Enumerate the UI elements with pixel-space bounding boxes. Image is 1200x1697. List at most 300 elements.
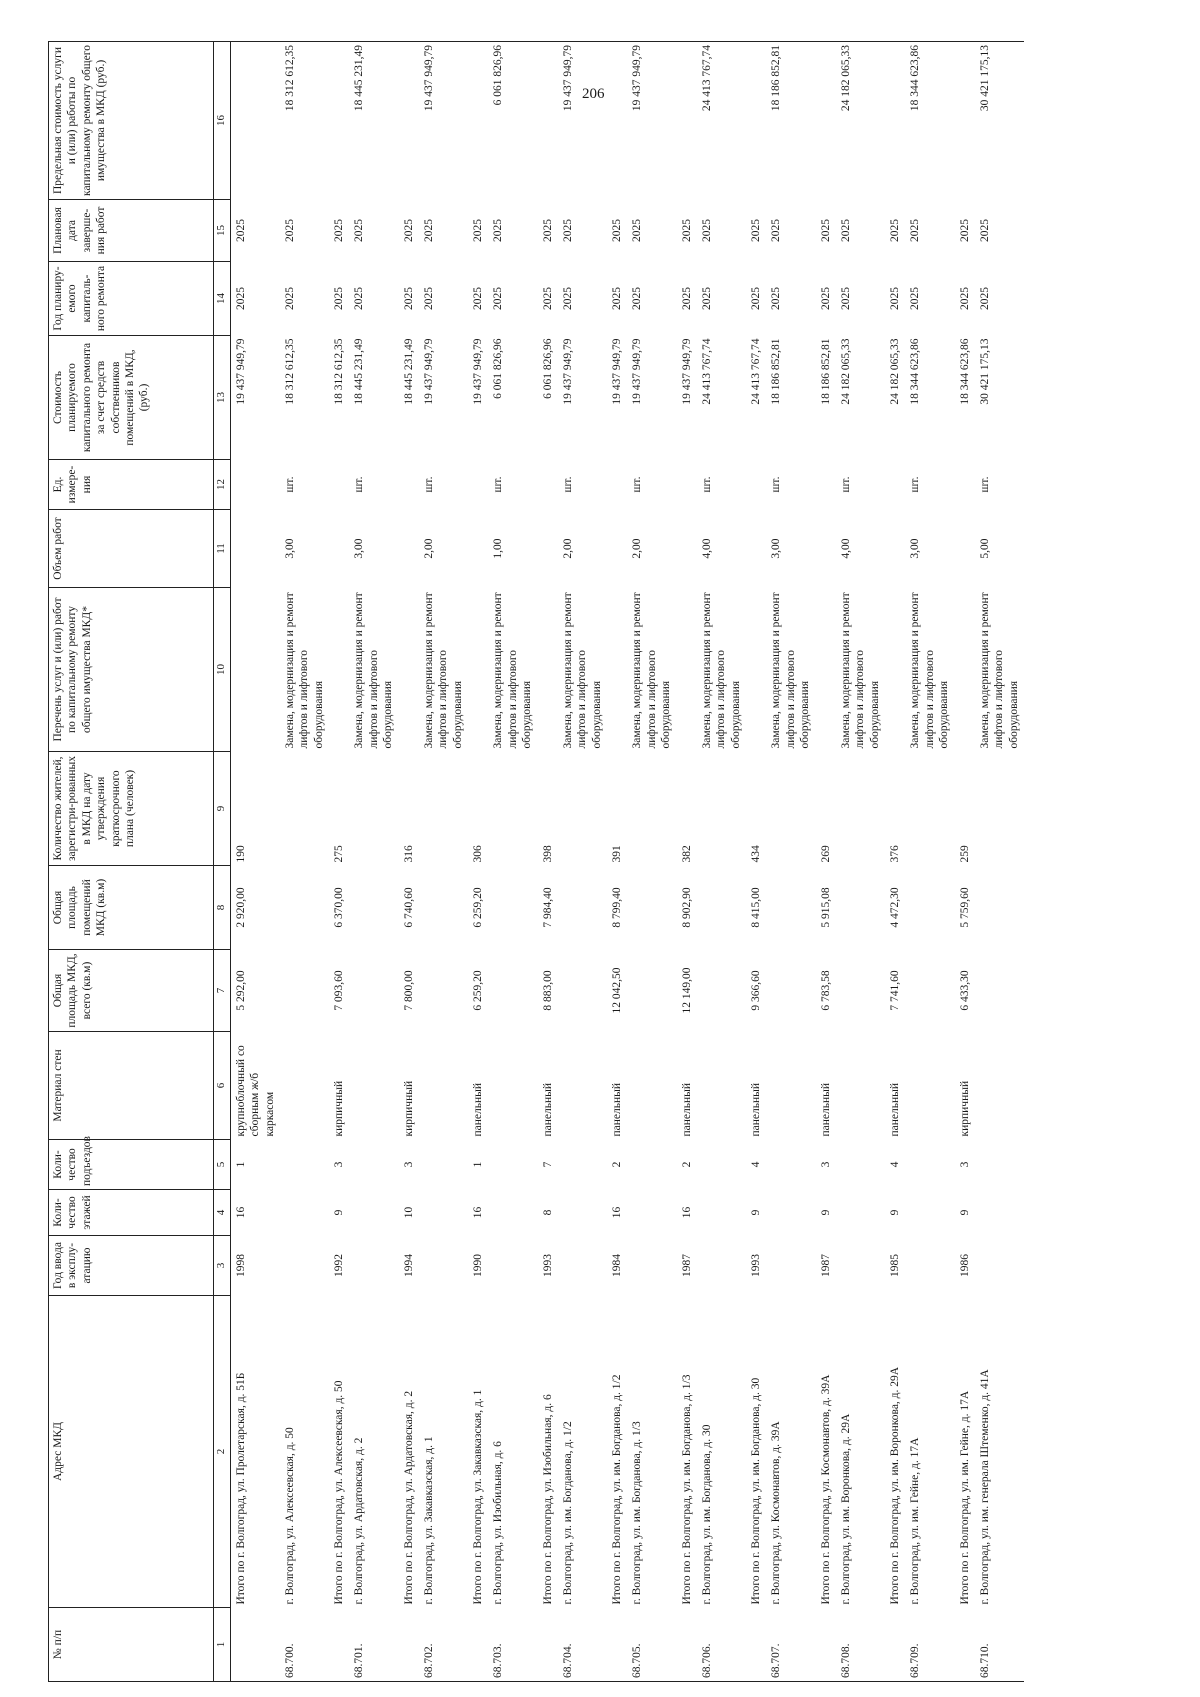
repair-cost: 19 437 949,79 xyxy=(631,338,644,405)
column-header: Стоимость планируемого капитального ремонта за счет средств собственников помещений в МКД, (руб.) xyxy=(49,336,214,460)
works-list: Замена, модернизация и ремонт лифтов и лифтового оборудования xyxy=(631,592,673,749)
address: Итого по г. Волгоград, ул. им. Гейне, д. 17А xyxy=(958,1390,971,1605)
planned-year: 2025 xyxy=(839,287,852,310)
cost-limit: 18 312 612,35 xyxy=(280,42,329,200)
work-row xyxy=(836,42,885,1682)
row-number xyxy=(816,1608,836,1682)
entrance-count xyxy=(627,1140,676,1190)
resident-count xyxy=(836,752,885,866)
premises-area: 7 984,40 xyxy=(541,887,554,928)
resident-count xyxy=(349,752,398,866)
repair-cost: 19 437 949,79 xyxy=(234,338,247,405)
completion-date: 2025 xyxy=(492,219,505,242)
repair-cost: 24 413 767,74 xyxy=(700,338,713,405)
completion-date: 2025 xyxy=(631,219,644,242)
column-number: 8 xyxy=(214,866,231,950)
entrance-count xyxy=(975,1140,1024,1190)
works-list: Замена, модернизация и ремонт лифтов и лифтового оборудования xyxy=(422,592,464,749)
planned-year: 2025 xyxy=(909,287,922,310)
column-header: Ед. измере-ния xyxy=(49,460,214,510)
address: г. Волгоград, ул. Космонавтов, д. 39А xyxy=(770,1421,783,1605)
total-area: 12 149,00 xyxy=(680,967,693,1014)
resident-count xyxy=(488,752,537,866)
completion-date: 2025 xyxy=(909,219,922,242)
unit: шт. xyxy=(700,476,713,493)
work-row xyxy=(975,42,1024,1682)
address: г. Волгоград, ул. им. Богданова, д. 30 xyxy=(700,1424,713,1605)
resident-count: 376 xyxy=(889,845,901,863)
repair-cost: 18 312 612,35 xyxy=(283,338,296,405)
total-row xyxy=(468,42,488,1682)
cost-limit: 18 445 231,49 xyxy=(349,42,398,200)
works-list xyxy=(677,588,697,752)
repair-cost: 24 182 065,33 xyxy=(889,338,901,405)
unit xyxy=(230,460,280,510)
resident-count: 190 xyxy=(234,845,247,863)
floor-count xyxy=(627,1190,676,1236)
floor-count: 9 xyxy=(889,1209,901,1216)
floor-count xyxy=(836,1190,885,1236)
repair-cost: 24 413 767,74 xyxy=(750,338,762,405)
commission-year xyxy=(558,1236,607,1296)
cost-limit xyxy=(885,42,905,200)
works-list: Замена, модернизация и ремонт лифтов и лифтового оборудования xyxy=(978,592,1020,749)
planned-year: 2025 xyxy=(492,287,505,310)
column-number: 11 xyxy=(214,510,231,588)
entrance-count xyxy=(419,1140,468,1190)
repair-cost: 19 437 949,79 xyxy=(422,338,435,405)
works-list xyxy=(538,588,558,752)
planned-year: 2025 xyxy=(283,287,296,310)
premises-area: 6 740,60 xyxy=(402,887,415,928)
row-number xyxy=(230,1608,280,1682)
total-row xyxy=(399,42,419,1682)
premises-area xyxy=(419,866,468,950)
commission-year: 1992 xyxy=(333,1254,345,1277)
entrance-count: 2 xyxy=(680,1161,693,1168)
work-volume: 3,00 xyxy=(909,538,922,559)
total-area xyxy=(558,950,607,1032)
unit xyxy=(607,460,627,510)
wall-material: панельный xyxy=(611,1082,623,1137)
column-number: 5 xyxy=(214,1140,231,1190)
total-row xyxy=(230,42,280,1682)
unit xyxy=(399,460,419,510)
work-row xyxy=(558,42,607,1682)
work-volume xyxy=(746,510,766,588)
resident-count xyxy=(280,752,329,866)
row-number: 68.708. xyxy=(836,1608,885,1682)
resident-count: 275 xyxy=(333,845,345,863)
column-header: Плановая дата заверше-ния работ xyxy=(49,200,214,262)
work-volume xyxy=(399,510,419,588)
commission-year xyxy=(419,1236,468,1296)
unit: шт. xyxy=(353,476,366,493)
completion-date: 2025 xyxy=(978,219,991,242)
commission-year xyxy=(280,1236,329,1296)
row-number: 68.702. xyxy=(419,1608,468,1682)
floor-count xyxy=(419,1190,468,1236)
completion-date: 2025 xyxy=(283,219,296,242)
resident-count: 382 xyxy=(680,845,693,863)
column-number: 4 xyxy=(214,1190,231,1236)
work-volume: 2,00 xyxy=(561,538,574,559)
cost-limit xyxy=(955,42,975,200)
commission-year: 1998 xyxy=(234,1254,247,1277)
wall-material xyxy=(419,1032,468,1140)
premises-area xyxy=(697,866,746,950)
column-number: 7 xyxy=(214,950,231,1032)
work-row xyxy=(419,42,468,1682)
column-header: № п/п xyxy=(49,1608,214,1682)
resident-count xyxy=(975,752,1024,866)
premises-area xyxy=(280,866,329,950)
cost-limit: 18 344 623,86 xyxy=(905,42,954,200)
address: Итого по г. Волгоград, ул. им. Воронкова, д. 29А xyxy=(889,1366,901,1605)
commission-year: 1987 xyxy=(819,1254,832,1277)
wall-material: панельный xyxy=(750,1082,762,1137)
floor-count xyxy=(766,1190,815,1236)
unit xyxy=(885,460,905,510)
repair-cost: 18 186 852,81 xyxy=(770,338,783,405)
column-number: 15 xyxy=(214,200,231,262)
repair-cost: 19 437 949,79 xyxy=(561,338,574,405)
total-row xyxy=(538,42,558,1682)
works-list xyxy=(399,588,419,752)
floor-count xyxy=(349,1190,398,1236)
floor-count: 16 xyxy=(472,1206,484,1219)
entrance-count: 1 xyxy=(234,1161,247,1168)
address: г. Волгоград, ул. Изобильная, д. 6 xyxy=(492,1441,505,1605)
total-row xyxy=(677,42,697,1682)
commission-year: 1994 xyxy=(402,1254,415,1277)
work-volume xyxy=(230,510,280,588)
resident-count xyxy=(627,752,676,866)
address: Итого по г. Волгоград, ул. Пролетарская, д. 51Б xyxy=(234,1372,247,1605)
premises-area: 6 370,00 xyxy=(333,887,345,928)
completion-date: 2025 xyxy=(611,219,623,242)
floor-count: 9 xyxy=(958,1209,971,1216)
works-list: Замена, модернизация и ремонт лифтов и лифтового оборудования xyxy=(492,592,534,749)
column-number: 10 xyxy=(214,588,231,752)
row-number: 68.706. xyxy=(697,1608,746,1682)
premises-area: 8 799,40 xyxy=(611,887,623,928)
entrance-count: 4 xyxy=(889,1161,901,1168)
address: Итого по г. Волгоград, ул. им. Богданова, д. 1/3 xyxy=(680,1374,693,1605)
unit xyxy=(538,460,558,510)
commission-year xyxy=(836,1236,885,1296)
total-area: 7 093,60 xyxy=(333,970,345,1011)
cost-limit: 18 186 852,81 xyxy=(766,42,815,200)
total-row xyxy=(955,42,975,1682)
planned-year: 2025 xyxy=(333,287,345,310)
premises-area xyxy=(349,866,398,950)
address: г. Волгоград, ул. им. Воронкова, д. 29А xyxy=(839,1413,852,1605)
work-volume: 4,00 xyxy=(839,538,852,559)
header-row xyxy=(49,42,214,1682)
row-number: 68.704. xyxy=(558,1608,607,1682)
unit: шт. xyxy=(631,476,644,493)
premises-area xyxy=(905,866,954,950)
work-row xyxy=(766,42,815,1682)
row-number xyxy=(329,1608,349,1682)
floor-count xyxy=(905,1190,954,1236)
work-volume xyxy=(677,510,697,588)
entrance-count xyxy=(766,1140,815,1190)
work-volume: 5,00 xyxy=(978,538,991,559)
works-list xyxy=(468,588,488,752)
planned-year: 2025 xyxy=(750,287,762,310)
resident-count xyxy=(905,752,954,866)
wall-material xyxy=(766,1032,815,1140)
cost-limit xyxy=(746,42,766,200)
premises-area xyxy=(975,866,1024,950)
wall-material: крупноблочный со сборным ж/б каркасом xyxy=(234,1045,276,1137)
commission-year: 1990 xyxy=(472,1254,484,1277)
address: г. Волгоград, ул. им. Гейне, д. 17А xyxy=(909,1437,922,1605)
repair-cost: 19 437 949,79 xyxy=(611,338,623,405)
unit: шт. xyxy=(283,476,296,493)
repair-cost: 6 061 826,96 xyxy=(541,338,554,399)
column-header: Адрес МКД xyxy=(49,1296,214,1608)
planned-year: 2025 xyxy=(234,287,247,310)
resident-count: 306 xyxy=(472,845,484,863)
column-header: Общая площадь МКД, всего (кв.м) xyxy=(49,950,214,1032)
address: г. Волгоград, ул. Закавказская, д. 1 xyxy=(422,1436,435,1605)
cost-limit: 19 437 949,79 xyxy=(419,42,468,200)
row-number: 68.705. xyxy=(627,1608,676,1682)
row-number: 68.700. xyxy=(280,1608,329,1682)
planned-year: 2025 xyxy=(819,287,832,310)
resident-count: 391 xyxy=(611,845,623,863)
completion-date: 2025 xyxy=(770,219,783,242)
wall-material: панельный xyxy=(472,1082,484,1137)
entrance-count xyxy=(558,1140,607,1190)
entrance-count: 7 xyxy=(541,1161,554,1168)
unit: шт. xyxy=(978,476,991,493)
premises-area xyxy=(766,866,815,950)
column-number: 3 xyxy=(214,1236,231,1296)
cost-limit xyxy=(329,42,349,200)
total-area: 12 042,50 xyxy=(611,967,623,1014)
address: г. Волгоград, ул. им. Богданова, д. 1/3 xyxy=(631,1421,644,1605)
cost-limit: 24 182 065,33 xyxy=(836,42,885,200)
address: г. Волгоград, ул. Алексеевская, д. 50 xyxy=(283,1427,296,1605)
floor-count: 9 xyxy=(750,1209,762,1216)
cost-limit: 19 437 949,79 xyxy=(627,42,676,200)
unit: шт. xyxy=(839,476,852,493)
entrance-count: 4 xyxy=(750,1161,762,1168)
repair-cost: 18 344 623,86 xyxy=(958,338,971,405)
floor-count: 16 xyxy=(611,1206,623,1219)
completion-date: 2025 xyxy=(700,219,713,242)
commission-year xyxy=(488,1236,537,1296)
column-header: Год ввода в эксплу-атацию xyxy=(49,1236,214,1296)
total-area xyxy=(975,950,1024,1032)
column-header: Коли-чество подъездов xyxy=(49,1140,214,1190)
planned-year: 2025 xyxy=(353,287,366,310)
row-number xyxy=(885,1608,905,1682)
column-header: Общая площадь помещений МКД (кв.м) xyxy=(49,866,214,950)
row-number xyxy=(399,1608,419,1682)
resident-count xyxy=(558,752,607,866)
row-number xyxy=(607,1608,627,1682)
entrance-count xyxy=(905,1140,954,1190)
wall-material: панельный xyxy=(541,1082,554,1137)
premises-area: 6 259,20 xyxy=(472,887,484,928)
entrance-count: 3 xyxy=(333,1161,345,1168)
floor-count xyxy=(975,1190,1024,1236)
floor-count: 8 xyxy=(541,1209,554,1216)
work-row xyxy=(627,42,676,1682)
planned-year: 2025 xyxy=(611,287,623,310)
column-number-row xyxy=(214,42,231,1682)
cost-limit xyxy=(816,42,836,200)
premises-area xyxy=(558,866,607,950)
total-area: 6 259,20 xyxy=(472,970,484,1011)
wall-material xyxy=(280,1032,329,1140)
work-volume: 3,00 xyxy=(353,538,366,559)
completion-date: 2025 xyxy=(680,219,693,242)
cost-limit xyxy=(399,42,419,200)
wall-material xyxy=(905,1032,954,1140)
address: г. Волгоград, ул. Ардатовская, д. 2 xyxy=(353,1437,366,1605)
row-number xyxy=(677,1608,697,1682)
repair-cost: 18 312 612,35 xyxy=(333,338,345,405)
work-volume xyxy=(607,510,627,588)
entrance-count xyxy=(836,1140,885,1190)
commission-year xyxy=(905,1236,954,1296)
wall-material xyxy=(836,1032,885,1140)
total-area xyxy=(419,950,468,1032)
resident-count: 259 xyxy=(958,845,971,863)
work-volume xyxy=(329,510,349,588)
commission-year: 1986 xyxy=(958,1254,971,1277)
row-number: 68.701. xyxy=(349,1608,398,1682)
planned-year: 2025 xyxy=(541,287,554,310)
column-header: Предельная стоимость услуги и (или) работы по капитальному ремонту общего имущества в МКД (руб.) xyxy=(49,42,214,200)
premises-area xyxy=(836,866,885,950)
cost-limit xyxy=(230,42,280,200)
wall-material: кирпичный xyxy=(958,1080,971,1137)
completion-date: 2025 xyxy=(234,219,247,242)
column-header: Объем работ xyxy=(49,510,214,588)
unit xyxy=(746,460,766,510)
entrance-count: 3 xyxy=(402,1161,415,1168)
floor-count: 9 xyxy=(819,1209,832,1216)
resident-count xyxy=(766,752,815,866)
floor-count: 9 xyxy=(333,1209,345,1216)
column-header: Год планиру-емого капиталь-ного ремонта xyxy=(49,262,214,336)
entrance-count xyxy=(488,1140,537,1190)
entrance-count xyxy=(280,1140,329,1190)
row-number xyxy=(746,1608,766,1682)
wall-material: кирпичный xyxy=(333,1080,345,1137)
work-volume xyxy=(816,510,836,588)
completion-date: 2025 xyxy=(333,219,345,242)
premises-area: 8 415,00 xyxy=(750,887,762,928)
entrance-count xyxy=(349,1140,398,1190)
total-area xyxy=(349,950,398,1032)
unit: шт. xyxy=(561,476,574,493)
floor-count xyxy=(280,1190,329,1236)
cost-limit: 24 413 767,74 xyxy=(697,42,746,200)
repair-cost: 18 445 231,49 xyxy=(353,338,366,405)
planned-year: 2025 xyxy=(958,287,971,310)
works-list: Замена, модернизация и ремонт лифтов и лифтового оборудования xyxy=(353,592,395,749)
completion-date: 2025 xyxy=(889,219,901,242)
premises-area: 5 915,08 xyxy=(819,887,832,928)
unit: шт. xyxy=(422,476,435,493)
total-row xyxy=(885,42,905,1682)
wall-material: панельный xyxy=(819,1082,832,1137)
completion-date: 2025 xyxy=(402,219,415,242)
row-number: 68.707. xyxy=(766,1608,815,1682)
table-body xyxy=(230,42,1024,1682)
cost-limit: 6 061 826,96 xyxy=(488,42,537,200)
work-volume xyxy=(468,510,488,588)
premises-area: 4 472,30 xyxy=(889,887,901,928)
completion-date: 2025 xyxy=(353,219,366,242)
column-number: 1 xyxy=(214,1608,231,1682)
works-list xyxy=(746,588,766,752)
works-list xyxy=(607,588,627,752)
work-volume: 2,00 xyxy=(631,538,644,559)
works-list xyxy=(816,588,836,752)
completion-date: 2025 xyxy=(422,219,435,242)
planned-year: 2025 xyxy=(472,287,484,310)
address: г. Волгоград, ул. им. генерала Штеменко, д. 41А xyxy=(978,1369,991,1605)
commission-year: 1993 xyxy=(750,1254,762,1277)
planned-year: 2025 xyxy=(402,287,415,310)
total-area: 6 433,30 xyxy=(958,970,971,1011)
column-header: Перечень услуг и (или) работ по капитальному ремонту общего имущества МКД* xyxy=(49,588,214,752)
premises-area: 2 920,00 xyxy=(234,887,247,928)
row-number xyxy=(468,1608,488,1682)
planned-year: 2025 xyxy=(631,287,644,310)
works-list: Замена, модернизация и ремонт лифтов и лифтового оборудования xyxy=(839,592,881,749)
works-list xyxy=(885,588,905,752)
floor-count: 10 xyxy=(402,1206,415,1219)
completion-date: 2025 xyxy=(472,219,484,242)
work-volume xyxy=(955,510,975,588)
address: Итого по г. Волгоград, ул. им. Богданова, д. 30 xyxy=(750,1377,762,1605)
completion-date: 2025 xyxy=(958,219,971,242)
resident-count xyxy=(697,752,746,866)
planned-year: 2025 xyxy=(889,287,901,310)
total-area xyxy=(905,950,954,1032)
work-volume: 2,00 xyxy=(422,538,435,559)
commission-year xyxy=(627,1236,676,1296)
planned-year: 2025 xyxy=(978,287,991,310)
commission-year xyxy=(349,1236,398,1296)
commission-year xyxy=(697,1236,746,1296)
commission-year: 1993 xyxy=(541,1254,554,1277)
address: Итого по г. Волгоград, ул. Изобильная, д. 6 xyxy=(541,1394,554,1605)
completion-date: 2025 xyxy=(819,219,832,242)
planned-year: 2025 xyxy=(422,287,435,310)
entrance-count: 1 xyxy=(472,1161,484,1168)
row-number: 68.710. xyxy=(975,1608,1024,1682)
premises-area xyxy=(488,866,537,950)
entrance-count: 3 xyxy=(958,1161,971,1168)
total-area xyxy=(280,950,329,1032)
column-header: Количество жителей, зарегистри-рованных в МКД на дату утверждения краткосрочного плана (человек) xyxy=(49,752,214,866)
total-row xyxy=(746,42,766,1682)
total-area xyxy=(836,950,885,1032)
column-number: 13 xyxy=(214,336,231,460)
commission-year xyxy=(766,1236,815,1296)
